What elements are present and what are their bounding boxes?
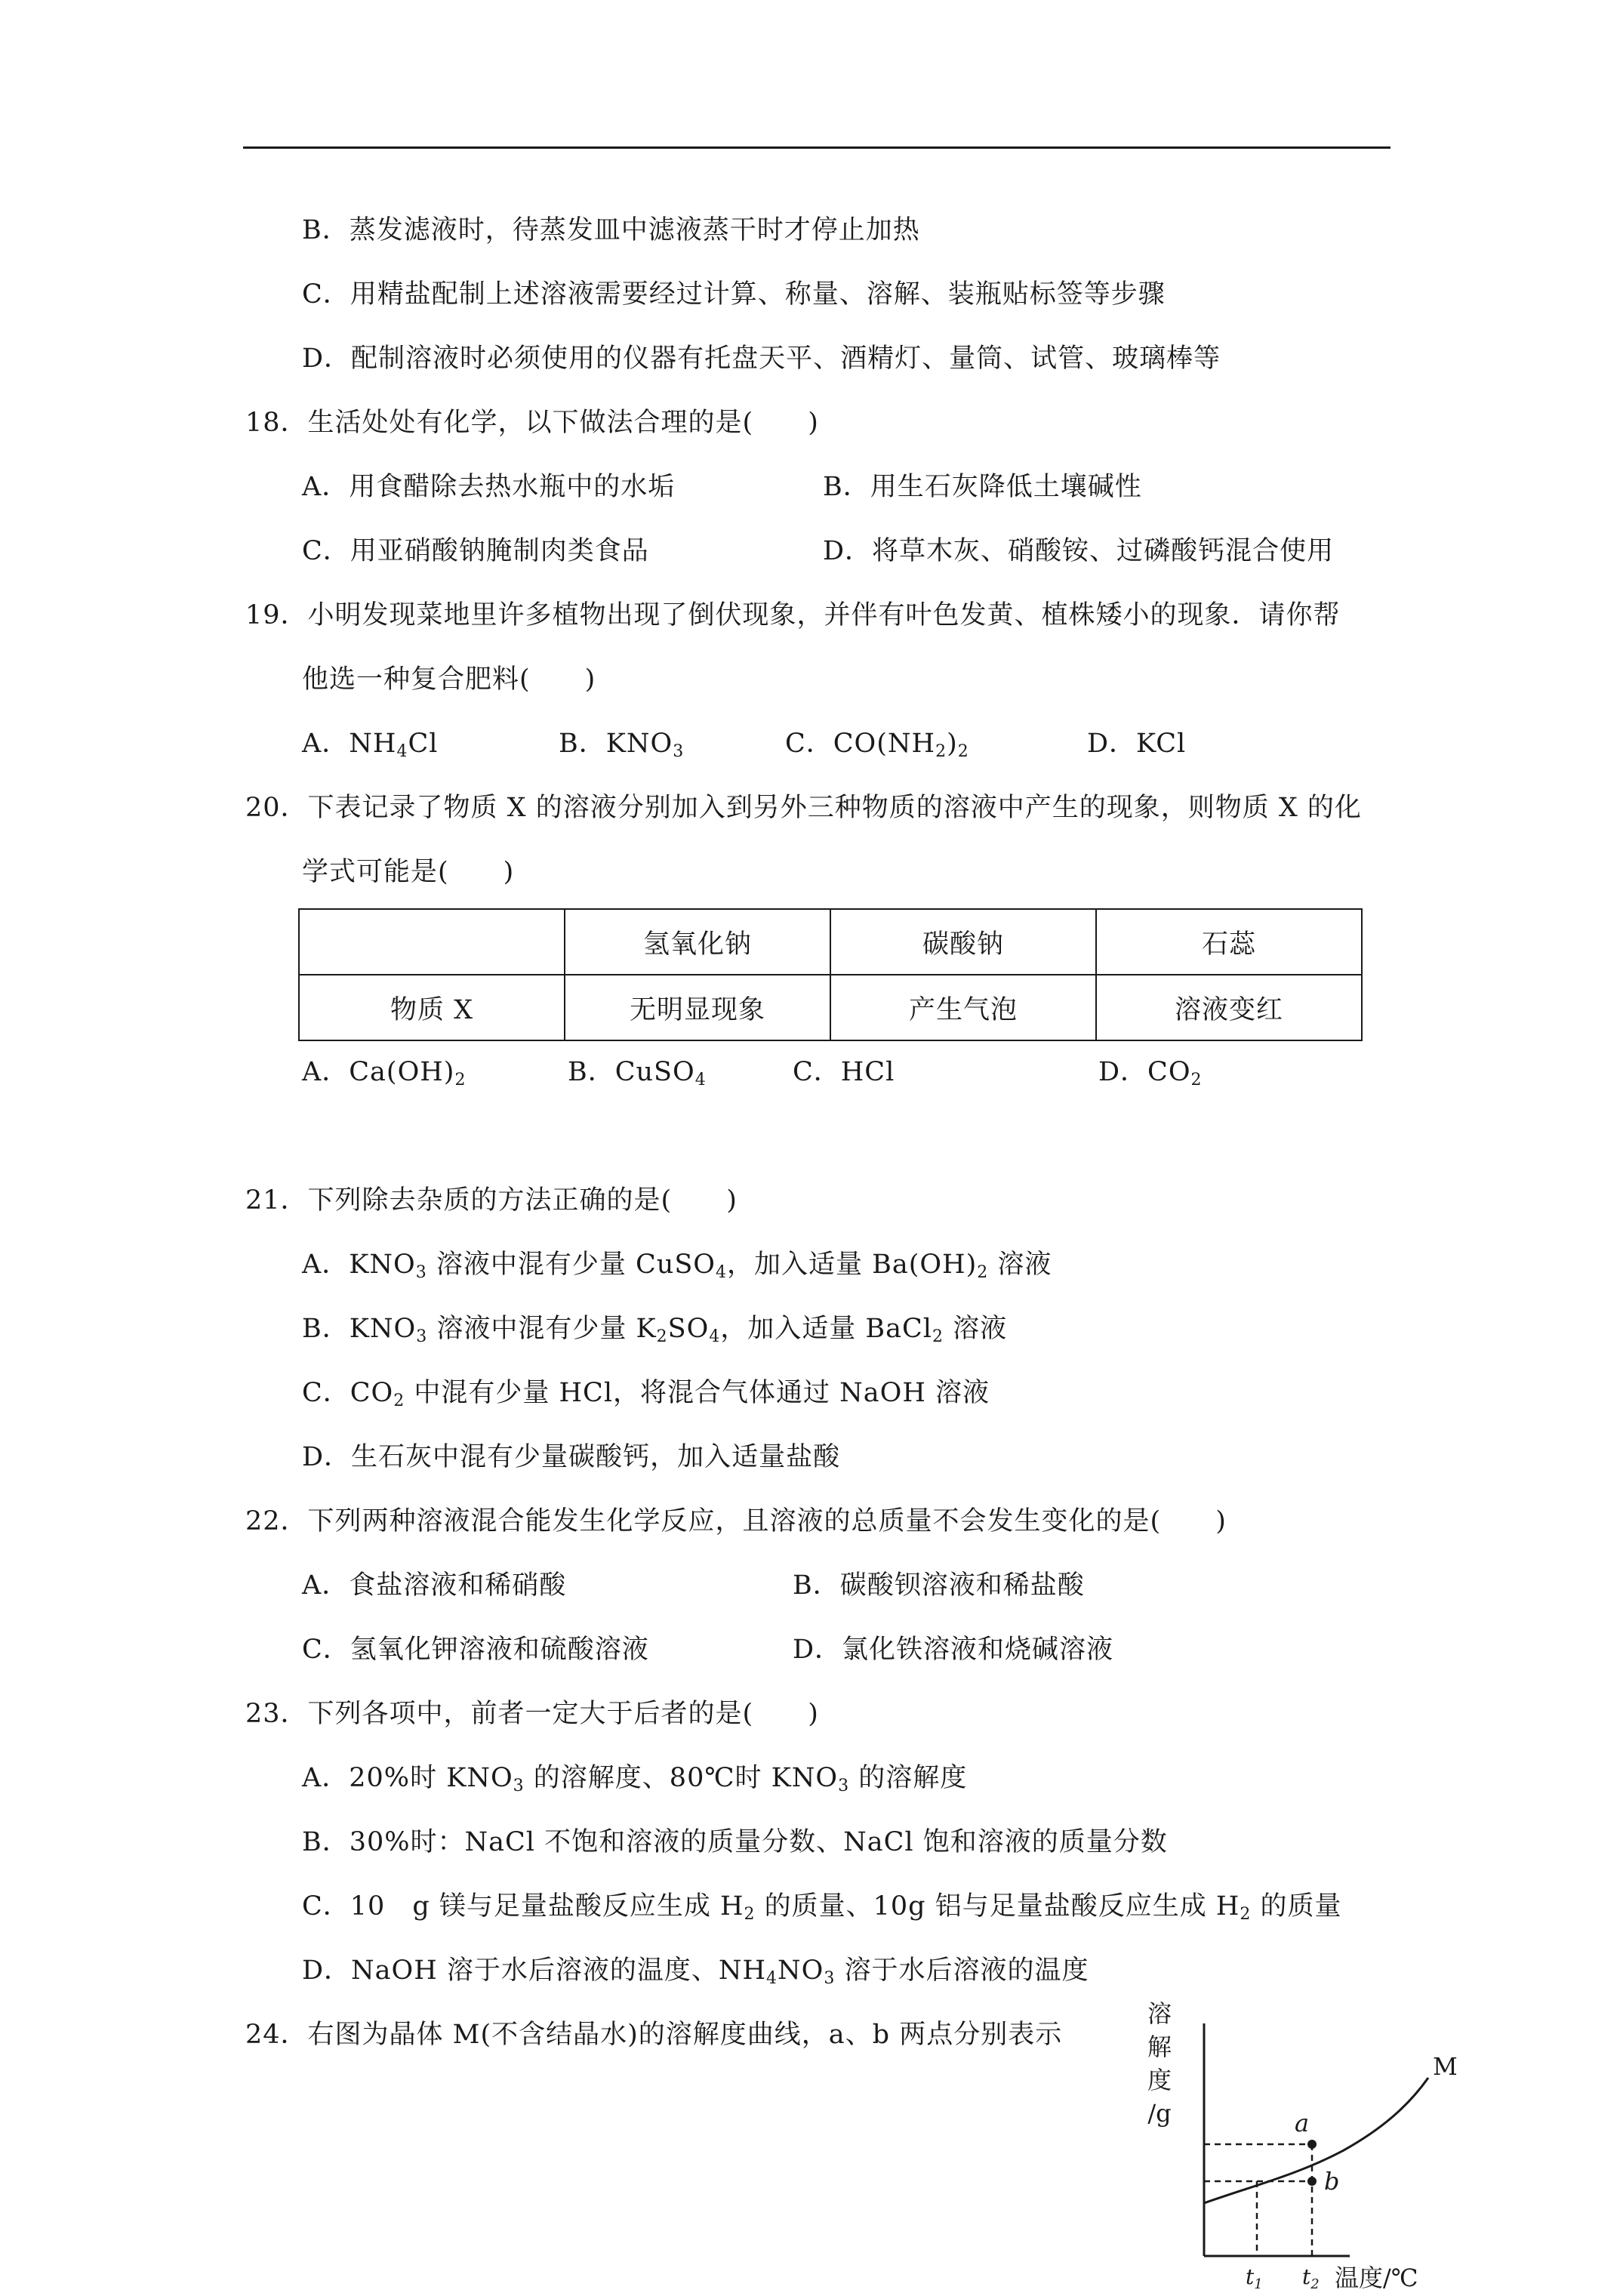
- table-cell: 溶液变红: [1096, 975, 1362, 1040]
- q19-stem-line2: 他选一种复合肥料( ): [302, 664, 596, 695]
- y-axis-label-char: 溶: [1147, 1999, 1172, 2028]
- q22-stem: 22．下列两种溶液混合能发生化学反应，且溶液的总质量不会发生变化的是( ): [245, 1506, 1227, 1536]
- table-header-row: [299, 909, 1362, 975]
- tick-t2: $t_2$: [1302, 2264, 1320, 2292]
- q20-option-a: A．$Ca(OH)_2$: [302, 1057, 467, 1089]
- q22-option-a: A．食盐溶液和稀硝酸: [302, 1570, 567, 1601]
- y-axis-label-char: 解: [1147, 2032, 1172, 2061]
- q17-option-c: C．用精盐配制上述溶液需要经过计算、称量、溶解、装瓶贴标签等步骤: [302, 279, 1166, 310]
- y-axis-label-char: /g: [1147, 2099, 1172, 2128]
- q21-stem: 21．下列除去杂质的方法正确的是( ): [245, 1185, 738, 1216]
- tick-t1: $t_1$: [1246, 2264, 1263, 2292]
- table-cell: 物质 X: [299, 975, 565, 1040]
- table-cell: 氢氧化钠: [565, 909, 830, 975]
- curve-m: [1204, 2078, 1428, 2203]
- q18-stem: 18．生活处处有化学，以下做法合理的是( ): [245, 408, 819, 438]
- q21-option-b: B．$KNO_3$ 溶液中混有少量 $K_2SO_4$，加入适量 BaCl$_2$ 溶液: [302, 1314, 1008, 1346]
- q19-stem-line1: 19．小明发现菜地里许多植物出现了倒伏现象，并伴有叶色发黄、植株矮小的现象．请你帮: [245, 600, 1341, 630]
- q17-option-b: B．蒸发滤液时，待蒸发皿中滤液蒸干时才停止加热: [302, 215, 920, 245]
- y-axis-label-char: 度: [1147, 2066, 1172, 2094]
- q18-option-b: B．用生石灰降低土壤碱性: [823, 472, 1142, 502]
- q20-option-b: B．CuSO$_4$: [568, 1057, 707, 1089]
- q21-option-c-tail: 将混合气体通过 NaOH 溶液: [640, 1378, 990, 1408]
- q23-option-d: D．NaOH 溶于水后溶液的温度、$NH_4NO_3$ 溶于水后溶液的温度: [302, 1955, 1089, 1988]
- point-a-label: a: [1295, 2109, 1310, 2137]
- q21-option-c: C．$CO_2$ 中混有少量 HCl，将混合气体通过 NaOH 溶液: [302, 1378, 990, 1410]
- curve-label-m: M: [1433, 2052, 1458, 2081]
- point-a: [1307, 2140, 1317, 2149]
- q19-option-b: B．$KNO_3$: [559, 729, 685, 761]
- solubility-curve-figure: [1132, 1993, 1458, 2292]
- table-row: [299, 975, 1362, 1040]
- q23-option-a: A．20%时 $KNO_3$ 的溶解度、80℃时 $KNO_3$ 的溶解度: [302, 1763, 968, 1795]
- q19-option-c: C．$CO(NH_2)_2$: [785, 729, 969, 761]
- table-cell: 碳酸钠: [830, 909, 1096, 975]
- q23-stem: 23．下列各项中，前者一定大于后者的是( ): [245, 1699, 819, 1729]
- table-cell: [299, 909, 565, 975]
- q17-option-d: D．配制溶液时必须使用的仪器有托盘天平、酒精灯、量筒、试管、玻璃棒等: [302, 344, 1221, 374]
- point-b-label: b: [1324, 2167, 1340, 2196]
- x-axis-label: 温度/℃: [1335, 2264, 1418, 2292]
- q20-stem-line1: 20．下表记录了物质 X 的溶液分别加入到另外三种物质的溶液中产生的现象，则物质 X 的化: [245, 793, 1362, 823]
- q18-option-a: A．用食醋除去热水瓶中的水垢: [302, 472, 676, 502]
- q22-option-d: D．氯化铁溶液和烧碱溶液: [793, 1635, 1114, 1665]
- q18-option-d: D．将草木灰、硝酸铵、过磷酸钙混合使用: [823, 536, 1335, 566]
- q18-option-c: C．用亚硝酸钠腌制肉类食品: [302, 536, 649, 566]
- q24-stem: 24．右图为晶体 M(不含结晶水)的溶解度曲线，a、b 两点分别表示: [245, 2020, 1063, 2050]
- q20-option-c: C．HCl: [793, 1057, 895, 1087]
- q20-table: [298, 908, 1363, 1041]
- header-rule: [243, 146, 1390, 149]
- q19-option-a: A．$NH_4Cl$: [302, 729, 439, 761]
- q23-option-c: C．10 g 镁与足量盐酸反应生成 $H_2$ 的质量、10g 铝与足量盐酸反应生成 $H_2$ 的质量: [302, 1891, 1342, 1924]
- q19-option-d: D．KCl: [1087, 729, 1187, 759]
- q20-option-d: D．$CO_2$: [1098, 1057, 1203, 1089]
- q22-option-b: B．碳酸钡溶液和稀盐酸: [793, 1570, 1085, 1601]
- q20-stem-line2: 学式可能是( ): [302, 857, 515, 887]
- table-cell: 产生气泡: [830, 975, 1096, 1040]
- point-b: [1307, 2177, 1317, 2186]
- q21-option-d: D．生石灰中混有少量碳酸钙，加入适量盐酸: [302, 1442, 841, 1472]
- table-cell: 无明显现象: [565, 975, 830, 1040]
- q21-option-a: A．$KNO_3$ 溶液中混有少量 CuSO$_4$，加入适量 $Ba(OH)_2$ 溶液: [302, 1250, 1052, 1282]
- q23-option-b: B．30%时：NaCl 不饱和溶液的质量分数、NaCl 饱和溶液的质量分数: [302, 1827, 1168, 1857]
- q22-option-c: C．氢氧化钾溶液和硫酸溶液: [302, 1635, 649, 1665]
- table-cell: 石蕊: [1096, 909, 1362, 975]
